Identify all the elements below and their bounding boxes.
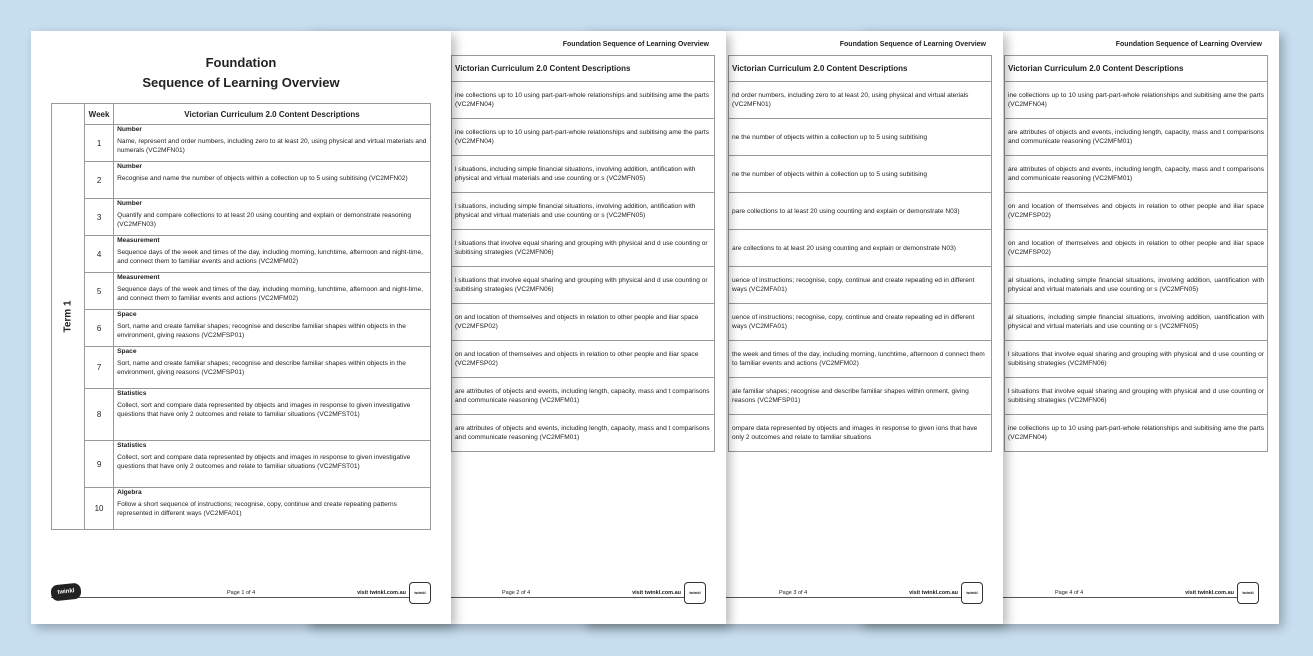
table-cell: are attributes of objects and events, including length, capacity, mass and t comparisons and communicate reasoning (VC2MFM01) <box>1005 156 1268 193</box>
table-cell: are attributes of objects and events, including length, capacity, mass and t comparisons and communicate reasoning (VC2MFM01) <box>1005 119 1268 156</box>
strand-label: Algebra <box>117 489 142 496</box>
column-header-week: Week <box>85 104 114 125</box>
page-title-line-2: Sequence of Learning Overview <box>142 75 340 90</box>
table-row <box>52 125 431 162</box>
strand-label: Number <box>117 126 142 133</box>
content-description: Collect, sort and compare data represented by objects and images in response to given investigative questions that have only 2 outcomes and relate to familiar situations (VC2MFST01) <box>117 454 411 470</box>
content-description: Sequence days of the week and times of the day, including morning, lunchtime, afternoon and night-time, and connect them to familiar events and actions (VC2MFM02) <box>117 249 423 265</box>
visit-link[interactable]: visit twinkl.com.au <box>357 590 406 596</box>
table-cell: on and location of themselves and objects in relation to other people and iliar space (VC2MFSP02) <box>452 341 715 378</box>
quality-badge-icon: twinkl <box>1237 582 1259 604</box>
strand-label: Number <box>117 163 142 170</box>
week-number: 7 <box>85 347 114 389</box>
page-number: Page 4 of 4 <box>1055 590 1084 596</box>
visit-link[interactable]: visit twinkl.com.au <box>1185 590 1234 596</box>
table-cell: l situations that involve equal sharing and grouping with physical and d use counting or subitising strategies (VC2MFN06) <box>1005 341 1268 378</box>
week-number: 5 <box>85 273 114 310</box>
week-number: 3 <box>85 199 114 236</box>
table-cell: al situations, including simple financial situations, involving addition, uantification with physical and virtual materials and use counting or s (VC2MFN05) <box>1005 304 1268 341</box>
page-number: Page 1 of 4 <box>227 590 256 596</box>
table-cell: al situations, including simple financial situations, involving addition, uantification with physical and virtual materials and use counting or s (VC2MFN05) <box>1005 267 1268 304</box>
week-number: 9 <box>85 441 114 488</box>
page-header-title: Foundation Sequence of Learning Overview <box>839 41 986 48</box>
table-row <box>52 199 431 236</box>
table-cell: on and location of themselves and objects in relation to other people and iliar space (VC2MFSP02) <box>452 304 715 341</box>
visit-link[interactable]: visit twinkl.com.au <box>632 590 681 596</box>
strand-label: Measurement <box>117 237 160 244</box>
table-cell: the week and times of the day, including morning, lunchtime, afternoon d connect them to familiar events and actions (VC2MFM02) <box>729 341 992 378</box>
strand-label: Space <box>117 311 137 318</box>
curriculum-table <box>728 55 992 452</box>
table-row <box>52 488 431 530</box>
table-cell: on and location of themselves and objects in relation to other people and iliar space (VC2MFSP02) <box>1005 230 1268 267</box>
table-cell: are attributes of objects and events, including length, capacity, mass and t comparisons and communicate reasoning (VC2MFM01) <box>452 415 715 452</box>
page-title <box>31 53 451 93</box>
content-description: Name, represent and order numbers, including zero to at least 20, using physical and virtual materials and numerals (VC2MFN01) <box>117 138 427 154</box>
week-number: 2 <box>85 162 114 199</box>
table-row <box>52 441 431 488</box>
table-cell: ate familiar shapes; recognise and describe familiar shapes within onment, giving reasons (VC2MFSP01) <box>729 378 992 415</box>
table-cell: uence of instructions; recognise, copy, continue and create repeating ed in different ways (VC2MFA01) <box>729 304 992 341</box>
table-row <box>52 389 431 441</box>
curriculum-table <box>1004 55 1268 452</box>
curriculum-table <box>51 103 431 530</box>
table-row <box>52 162 431 199</box>
table-row <box>52 236 431 273</box>
week-number: 10 <box>85 488 114 530</box>
content-description: Follow a short sequence of instructions; recognise, copy, continue and create repeating patterns represented in different ways (VC2MFA01) <box>117 501 397 517</box>
week-number: 6 <box>85 310 114 347</box>
content-description: Sort, name and create familiar shapes; recognise and describe familiar shapes within objects in the environment, giving reasons (VC2MFSP01) <box>117 360 406 376</box>
document-page-1 <box>31 31 451 624</box>
table-cell: ine collections up to 10 using part-part-whole relationships and subitising ame the parts (VC2MFN04) <box>1005 82 1268 119</box>
page-header-title: Foundation Sequence of Learning Overview <box>562 41 709 48</box>
visit-link[interactable]: visit twinkl.com.au <box>909 590 958 596</box>
content-description: Recognise and name the number of objects within a collection up to 5 using subitising (VC2MFN02) <box>117 175 408 182</box>
table-cell: uence of instructions; recognise, copy, continue and create repeating ed in different ways (VC2MFA01) <box>729 267 992 304</box>
strand-label: Measurement <box>117 274 160 281</box>
content-description: Sort, name and create familiar shapes; recognise and describe familiar shapes within objects in the environment, giving reasons (VC2MFSP01) <box>117 323 406 339</box>
page-header-title: Foundation Sequence of Learning Overview <box>1115 41 1262 48</box>
table-cell: ne the number of objects within a collection up to 5 using subitising <box>729 119 992 156</box>
table-cell: ine collections up to 10 using part-part-whole relationships and subitising ame the parts (VC2MFN04) <box>1005 415 1268 452</box>
week-number: 4 <box>85 236 114 273</box>
content-description: Quantify and compare collections to at least 20 using counting and explain or demonstrate reasoning (VC2MFN03) <box>117 212 412 228</box>
page-number: Page 2 of 4 <box>502 590 531 596</box>
content-description: Collect, sort and compare data represented by objects and images in response to given investigative questions that have only 2 outcomes and relate to familiar situations (VC2MFST01) <box>117 402 411 418</box>
table-cell: l situations that involve equal sharing and grouping with physical and d use counting or subitising strategies (VC2MFN06) <box>1005 378 1268 415</box>
table-row <box>52 310 431 347</box>
week-number: 8 <box>85 389 114 441</box>
table-cell: nd order numbers, including zero to at least 20, using physical and virtual aterials (VC2MFN01) <box>729 82 992 119</box>
twinkl-logo: twinkl <box>50 582 82 601</box>
quality-badge-icon: twinkl <box>684 582 706 604</box>
strand-label: Space <box>117 348 137 355</box>
table-cell: ine collections up to 10 using part-part-whole relationships and subitising ame the parts (VC2MFN04) <box>452 119 715 156</box>
term-label: Term 1 <box>62 300 74 333</box>
table-cell: on and location of themselves and objects in relation to other people and iliar space (VC2MFSP02) <box>1005 193 1268 230</box>
quality-badge-icon: twinkl <box>409 582 431 604</box>
column-header-description: Victorian Curriculum 2.0 Content Descriptions <box>114 104 431 125</box>
table-cell: ne the number of objects within a collection up to 5 using subitising <box>729 156 992 193</box>
table-cell: ompare data represented by objects and images in response to given ions that have only 2 outcomes and relate to familiar situations <box>729 415 992 452</box>
table-cell: pare collections to at least 20 using counting and explain or demonstrate N03) <box>729 193 992 230</box>
strand-label: Statistics <box>117 390 147 397</box>
column-header: Victorian Curriculum 2.0 Content Descriptions <box>452 56 715 82</box>
content-description: Sequence days of the week and times of the day, including morning, lunchtime, afternoon and night-time, and connect them to familiar events and actions (VC2MFM02) <box>117 286 423 302</box>
table-cell: are collections to at least 20 using counting and explain or demonstrate N03) <box>729 230 992 267</box>
curriculum-table <box>451 55 715 452</box>
strand-label: Number <box>117 200 142 207</box>
quality-badge-icon: twinkl <box>961 582 983 604</box>
page-number: Page 3 of 4 <box>779 590 808 596</box>
strand-label: Statistics <box>117 442 147 449</box>
table-cell: are attributes of objects and events, including length, capacity, mass and t comparisons and communicate reasoning (VC2MFM01) <box>452 378 715 415</box>
table-cell: ine collections up to 10 using part-part-whole relationships and subitising ame the parts (VC2MFN04) <box>452 82 715 119</box>
week-number: 1 <box>85 125 114 162</box>
page-title-line-1: Foundation <box>205 55 277 70</box>
column-header: Victorian Curriculum 2.0 Content Descriptions <box>1005 56 1268 82</box>
table-row <box>52 273 431 310</box>
table-row <box>52 347 431 389</box>
term-cell <box>52 104 85 530</box>
table-cell: l situations that involve equal sharing and grouping with physical and d use counting or subitising strategies (VC2MFN06) <box>452 267 715 304</box>
table-cell: l situations that involve equal sharing and grouping with physical and d use counting or subitising strategies (VC2MFN06) <box>452 230 715 267</box>
table-cell: l situations, including simple financial situations, involving addition, antification with physical and virtual materials and use counting or s (VC2MFN05) <box>452 193 715 230</box>
column-header: Victorian Curriculum 2.0 Content Descriptions <box>729 56 992 82</box>
footer-rule <box>51 597 431 598</box>
table-cell: l situations, including simple financial situations, involving addition, antification with physical and virtual materials and use counting or s (VC2MFN05) <box>452 156 715 193</box>
